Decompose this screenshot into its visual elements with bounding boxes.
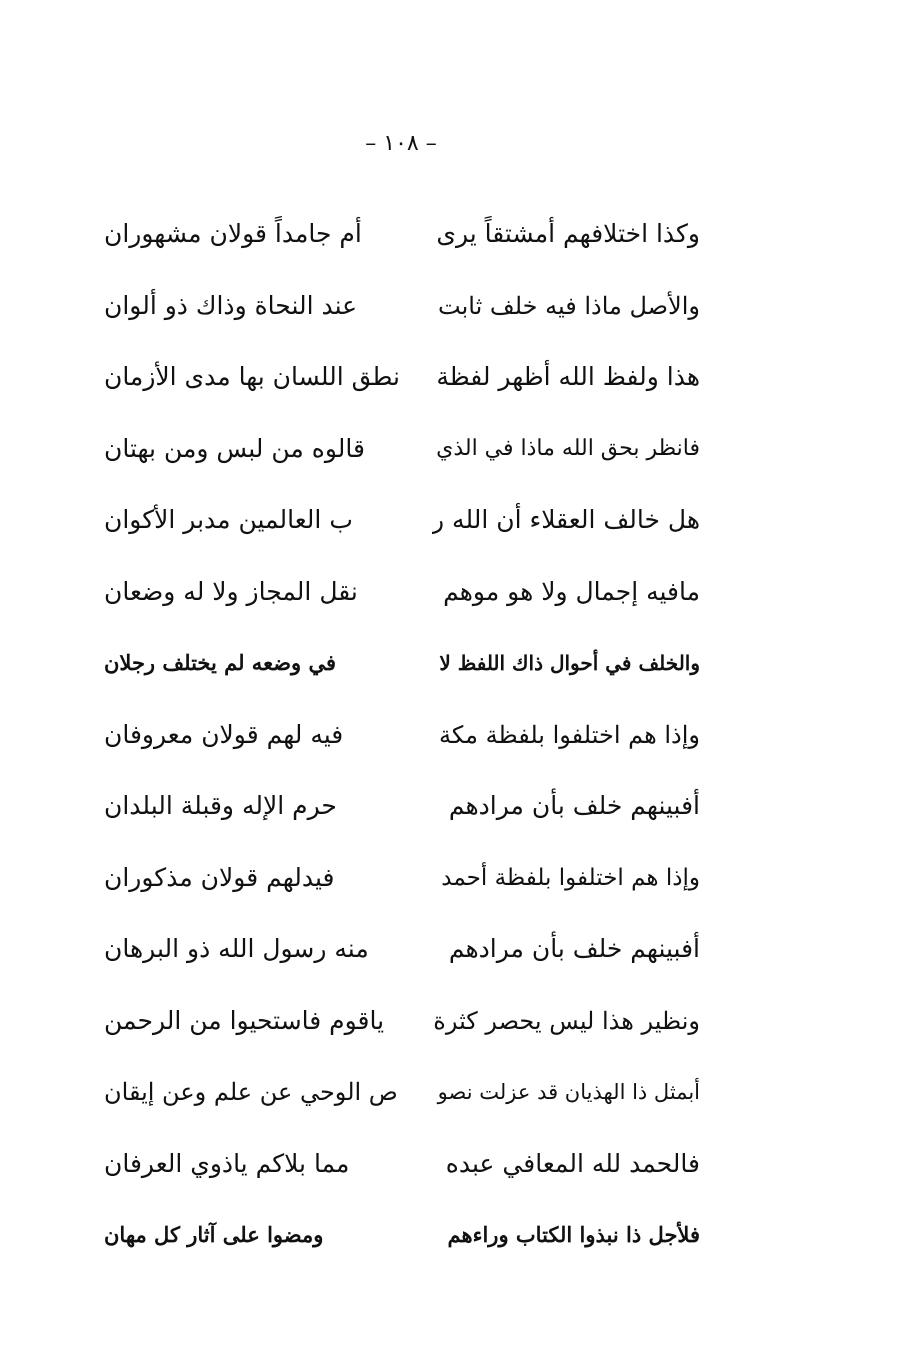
second-hemistich: أم جامداً قولان مشهوران [104, 219, 362, 248]
second-hemistich: ص الوحي عن علم وعن إيقان [104, 1078, 398, 1106]
verse-line [100, 200, 700, 272]
verse-line [100, 272, 700, 344]
first-hemistich: وإذا هم اختلفوا بلفظة مكة [439, 720, 700, 749]
first-hemistich: والخلف في أحوال ذاك اللفظ لا [439, 651, 700, 675]
first-hemistich: فانظر بحق الله ماذا في الذي [436, 435, 700, 461]
verse-line [100, 1058, 700, 1130]
verse-line [100, 987, 700, 1059]
second-hemistich: فيه لهم قولان معروفان [104, 719, 344, 749]
first-hemistich: فالحمد لله المعافي عبده [445, 1148, 700, 1178]
first-hemistich: هذا ولفظ الله أظهر لفظة [436, 362, 700, 391]
first-hemistich: وكذا اختلافهم أمشتقاً يرى [436, 219, 700, 248]
second-hemistich: منه رسول الله ذو البرهان [104, 934, 369, 963]
first-hemistich: مافيه إجمال ولا هو موهم [443, 576, 700, 606]
second-hemistich: نطق اللسان بها مدى الأزمان [104, 362, 400, 391]
first-hemistich: هل خالف العقلاء أن الله ر [432, 505, 700, 534]
second-hemistich: مما بلاكم ياذوي العرفان [104, 1148, 350, 1178]
first-hemistich: فلأجل ذا نبذوا الكتاب وراءهم [447, 1222, 700, 1247]
first-hemistich: أفبينهم خلف بأن مرادهم [448, 791, 700, 820]
verse-line [100, 558, 700, 630]
second-hemistich: قالوه من لبس ومن بهتان [104, 433, 365, 463]
verse-line [100, 701, 700, 773]
second-hemistich: ومضوا على آثار كل مهان [104, 1222, 324, 1247]
verse-line [100, 1201, 700, 1273]
first-hemistich: أفبينهم خلف بأن مرادهم [448, 934, 700, 963]
verse-line [100, 343, 700, 415]
page-number: – ١٠٨ – [365, 131, 437, 156]
first-hemistich: والأصل ماذا فيه خلف ثابت [438, 291, 700, 320]
verse-line [100, 772, 700, 844]
second-hemistich: نقل المجاز ولا له وضعان [104, 576, 358, 606]
second-hemistich: حرم الإله وقبلة البلدان [104, 791, 337, 820]
verse-line [100, 844, 700, 916]
verse-line [100, 915, 700, 987]
second-hemistich: عند النحاة وذاك ذو ألوان [104, 290, 358, 320]
verse-line [100, 415, 700, 487]
second-hemistich: ب العالمين مدبر الأكوان [104, 505, 353, 534]
poem [100, 200, 700, 1273]
second-hemistich: في وضعه لم يختلف رجلان [104, 650, 337, 675]
first-hemistich: أبمثل ذا الهذيان قد عزلت نصو [437, 1080, 700, 1104]
second-hemistich: فيدلهم قولان مذكوران [104, 862, 335, 892]
verse-line [100, 486, 700, 558]
verse-line [100, 1130, 700, 1202]
verse-line [100, 629, 700, 701]
first-hemistich: ونظير هذا ليس يحصر كثرة [433, 1006, 700, 1035]
second-hemistich: ياقوم فاستحيوا من الرحمن [104, 1005, 385, 1035]
first-hemistich: وإذا هم اختلفوا بلفظة أحمد [441, 864, 700, 891]
